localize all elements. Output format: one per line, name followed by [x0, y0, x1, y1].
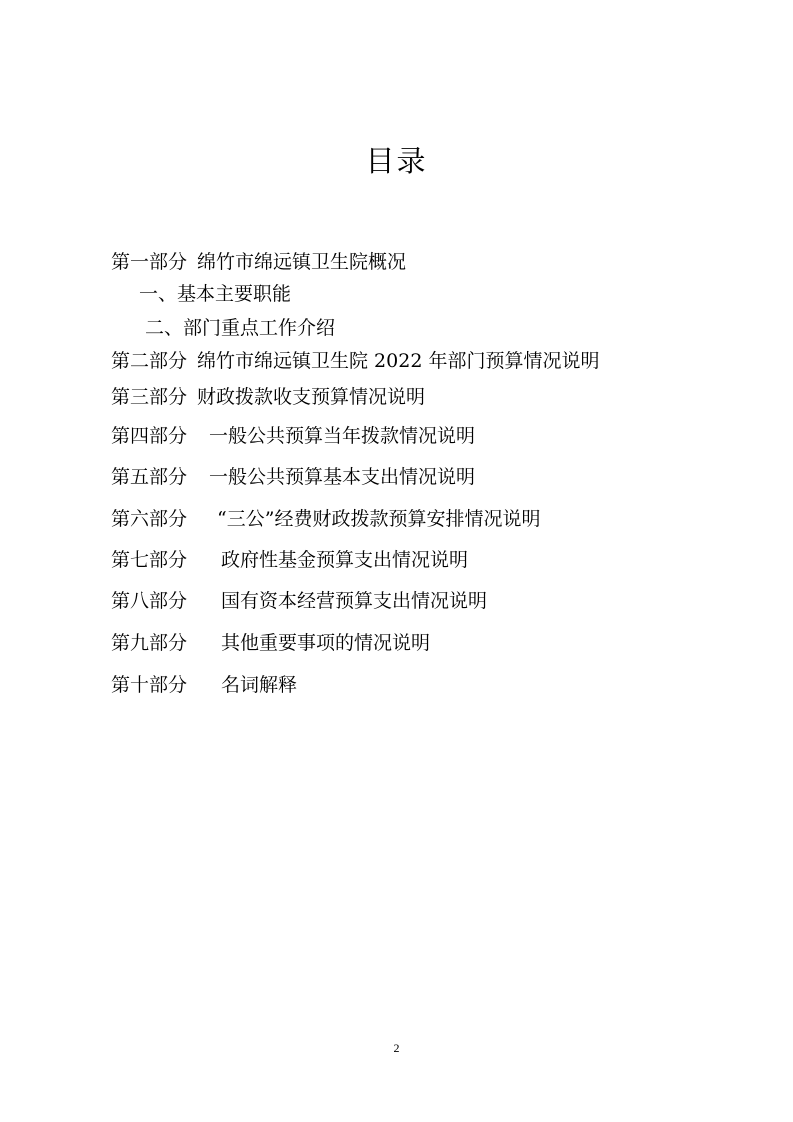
toc-item-part-6[interactable]	[111, 506, 540, 532]
toc-part-label: 第二部分	[111, 350, 188, 372]
toc-part-label: 第七部分	[111, 549, 188, 571]
toc-item-title: 一、基本主要职能	[139, 283, 292, 305]
toc-item-part-7[interactable]	[111, 547, 468, 573]
toc-item-title: 其他重要事项的情况说明	[221, 632, 431, 654]
toc-item-title: 二、部门重点工作介绍	[145, 317, 336, 339]
toc-part-label: 第八部分	[111, 590, 188, 612]
toc-part-label: 第九部分	[111, 632, 188, 654]
toc-item-title: 名词解释	[221, 674, 298, 696]
toc-item-title: 财政拨款收支预算情况说明	[197, 386, 426, 408]
toc-item-title: 政府性基金预算支出情况说明	[221, 549, 469, 571]
toc-item-part-5[interactable]	[111, 464, 475, 490]
toc-subitem-key-work[interactable]	[145, 315, 335, 341]
toc-item-part-2[interactable]	[111, 348, 599, 374]
toc-item-part-3[interactable]	[111, 384, 425, 410]
toc-part-label: 第六部分	[111, 508, 188, 530]
toc-item-title: 国有资本经营预算支出情况说明	[221, 590, 488, 612]
toc-item-title: 绵竹市绵远镇卫生院概况	[197, 251, 407, 273]
toc-subitem-basic-functions[interactable]	[139, 281, 291, 307]
toc-item-part-8[interactable]	[111, 588, 487, 614]
toc-item-part-1[interactable]	[111, 249, 406, 275]
toc-part-label: 第五部分	[111, 466, 188, 488]
toc-item-title: 一般公共预算当年拨款情况说明	[209, 425, 476, 447]
toc-part-label: 第三部分	[111, 386, 188, 408]
page-title: 目录	[365, 144, 428, 178]
toc-item-title: “三公”经费财政拨款预算安排情况说明	[217, 508, 541, 530]
toc-item-title: 一般公共预算基本支出情况说明	[209, 466, 476, 488]
page-number: 2	[393, 1041, 400, 1055]
toc-item-part-10[interactable]	[111, 672, 297, 698]
toc-item-title: 绵竹市绵远镇卫生院 2022 年部门预算情况说明	[197, 350, 600, 372]
toc-part-label: 第十部分	[111, 674, 188, 696]
toc-item-part-9[interactable]	[111, 630, 430, 656]
toc-part-label: 第一部分	[111, 251, 188, 273]
toc-part-label: 第四部分	[111, 425, 188, 447]
toc-item-part-4[interactable]	[111, 423, 475, 449]
